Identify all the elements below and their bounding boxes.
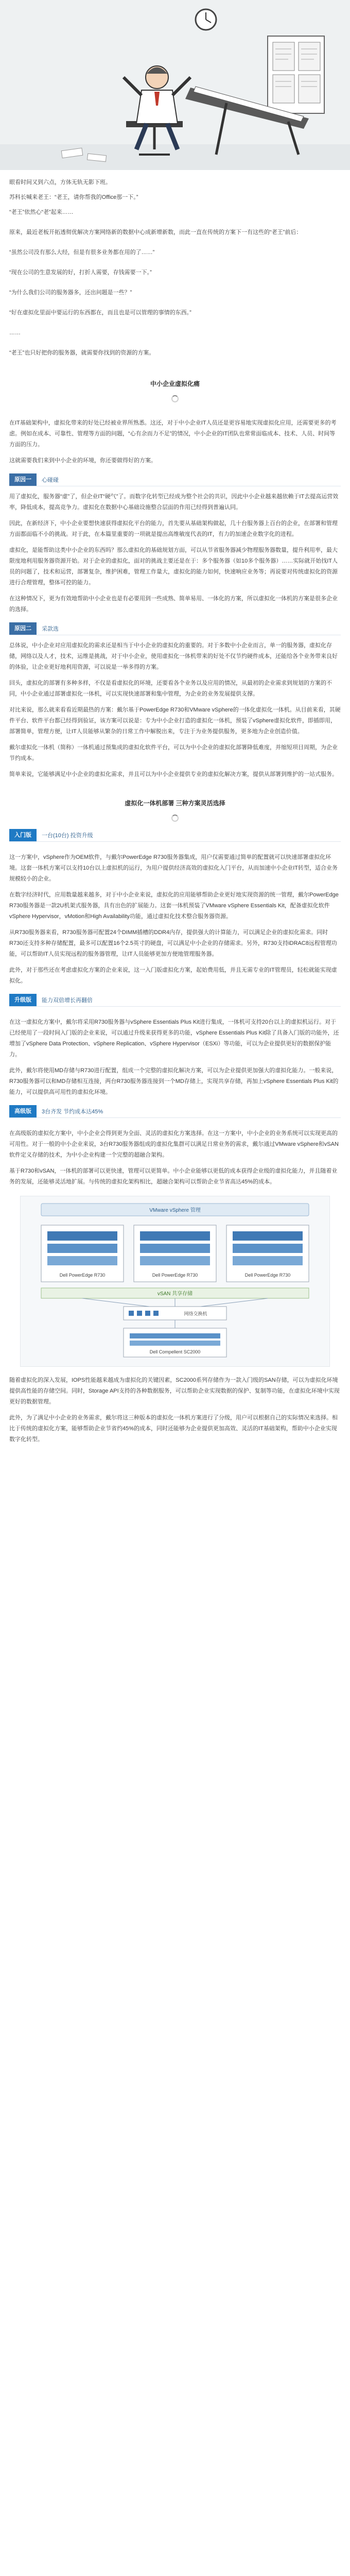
section-title: 心碰碰 [42, 477, 59, 483]
section-caption: 虚拟化一体机部署 三种方案灵活选择 [125, 800, 225, 807]
section-caption: 中小企业虚拟化痛 [150, 380, 200, 387]
paragraph: 此外，戴尔将使用MD存储与R730进行配置，组成一个完整的虚拟化解决方案，可以为企业提供更加强大的虚拟化能力。一般来说，R730服务器可以和MD存储相互连接，两台R730服务器连接到一个MD存储上，实现共享存储，再加上vSphere Essentials Plus Kit的能力，可以提供高可用性的虚拟化环境。 [9, 1067, 339, 1095]
loading-spinner-icon [171, 815, 179, 822]
section-tag: 升级版 [9, 994, 37, 1006]
server-node-label: Dell PowerEdge R730 [152, 1273, 198, 1278]
paragraph: 这就需要我们来到中小企业的环境，你还要做得好的方案。 [9, 457, 156, 464]
architecture-diagram-svg [21, 1196, 329, 1366]
paragraph: 在数字经济时代，应用数量越来越多，对于中小企业来说，虚拟化的应用能够帮助企业更好地实现资源的统一管理，戴尔PowerEdge R730服务器是一款2U机架式服务器，具有出色的扩展能力。这套一体机预装了VMware vSphere Essentials Kit，配备虚拟化软件vSphere Hypervisor，vMotion和High Availability功能，通过虚拟化技术整合服务器资源。 [9, 892, 339, 920]
diagram-switch-label: 网络交换机 [184, 1311, 207, 1316]
paragraph: 虚拟化，是能帮助这类中小企业的东西吗？那么虚拟化的基础规划方面，可以从节省服务器减少物理服务器数量，提升利用率，最大限度地利用服务器资源开始。对于企业的虚拟化，面对的挑战主要还是在于：多个服务器（如10多个服务器）……实际就开始找IT人员的问题了，技术和运营，部署复杂，维护困难，管理工作量大，虚拟化的能力如何，快速响应业务等；再说要对传统虚拟化的资源进行合理管理，整体可控的能力。 [9, 547, 338, 586]
intro-line: “好在虚拟化里面中要运行的东西都在，而且也是可以管理的事情的东西。” [9, 310, 191, 316]
paragraph: 从R730服务器来看，R730服务器可配置24个DIMM插槽的DDR4内存，提供强大的计算能力，可以满足企业的虚拟化需求。同时R730还支持多种存储配置，最多可以配置16个2.5英寸的硬盘，可以满足中小企业的存储需求。另外，R730支持iDRAC8远程管理功能，可以帮助IT人员实现远程的服务器管理，让IT人员能够更加方便地管理服务器。 [9, 929, 337, 957]
section-title: 3台齐发 节约成本达45% [42, 1109, 103, 1115]
intro-line: 苏科长喊来老王：“老王，请你帮我的Office那一下。” [9, 194, 138, 200]
section-tag: 入门版 [9, 829, 37, 841]
section-tag: 原因二 [9, 622, 37, 635]
server-node [41, 1225, 124, 1282]
paragraph: 随着虚拟化的深入发展，IOPS性能越来越成为虚拟化的关键因素，SC2000系列存储作为一款入门级的SAN存储，可以为虚拟化环境提供高性能的存储空间。同时，Storage API支持的各种数据服务，可以帮助企业实现数据的保护、复制等功能，在虚拟化环境中实现更好的数据管理。 [9, 1377, 340, 1405]
intro-line: 眼看时间又到六点，方体无轨无影下班。 [9, 179, 111, 185]
paragraph: 在这种情况下，更为有效地帮助中小企业也是有必要用到一些成熟、简单易用、一体化的方案，所以虚拟化一体机的方案是很多企业的选择。 [9, 596, 338, 613]
paragraph: 用了虚拟化，服务器“虚”了，但企业IT“硬气”了。而数字化转型已经成为整个社会的共识，因此中小企业越来越依赖于IT去提高运营效率，降低成本，提高竞争力。虚拟化在数据中心基础设施整合层面的作用已经得到普遍认同。 [9, 494, 339, 511]
loading-spinner-icon [171, 395, 179, 402]
section-tag: 高级版 [9, 1105, 37, 1117]
paragraph: 回头，虚拟化的部署有多种多样，不仅是看虚拟化的环境，还要看各个业务以及应用的情况，从最初的企业需求到规划的方案的不同，中小企业通过部署虚拟化一体机，可以实现快速部署和集中管理，为企业的业务发展提供支撑。 [9, 680, 332, 697]
paragraph: 这一方案中，vSphere作为OEM软件，与戴尔PowerEdge R730服务器集成，用户仅需要通过简单的配置就可以快速部署虚拟化环境。这套一体机方案可以支持10台以上虚拟机的运行，为用户提供经济高效的虚拟化入门平台，从而加速中小企业IT转型，适合业务规模较小的企业。 [9, 854, 338, 882]
diagram-management-label: VMware vSphere 管理 [149, 1208, 201, 1213]
paragraph: 戴尔虚拟化一体机（简称）一体机通过预集成的虚拟化软件平台，可以为中小企业的虚拟化部署降低难度，并缩短项目周期，为企业节约成本。 [9, 744, 338, 761]
section-title: 一台(10台) 投资升级 [42, 833, 93, 839]
section-title: 采款选 [42, 626, 59, 632]
paragraph: 简单来说，它能够满足中小企业的虚拟化需求，并且可以为中小企业提供专业的虚拟化解决方案，提供从部署到维护的一站式服务。 [9, 771, 338, 777]
paragraph: 在高级版的虚拟化方案中，中小企业会得到更为全面、灵活的虚拟化方案选择。在这一方案中，中小企业的业务系统可以实现更高的可用性。对于一般的中小企业来说，3台R730服务器组成的虚拟化集群可以满足日常业务的需求，戴尔通过VMware vSphere和vSAN软件定义存储的技术，为中小企业构建一个完整的超融合架构。 [9, 1130, 339, 1158]
intro-line: “现在公司的生意发展的好，打折人需要，存钱需要一下。” [9, 269, 152, 276]
paragraph: 总体说，中小企业对应用虚拟化的需求还是相当于中小企业的虚拟化的重要的。对于多数中小企业而言，单一的服务器，虚拟化存储，网络以及人才，技术，运维是挑战，对于中小企业，使用虚拟化一体机带来的好处不仅节约硬件成本，还能给各个业务带来良好的体验，让企业更好地利用资源，可以说是一举多得的方案。 [9, 642, 338, 670]
server-node-label: Dell PowerEdge R730 [244, 1273, 291, 1278]
paragraph: 因此，在新经济下，中小企业要想快速获得虚拟化平台的能力，首先要从基础架构做起，几十台服务器上百台的企业，在部署和管理方面都面临不小的挑战。对于此，在本篇里重要的一项就是提出高维敏度代表的IT，有力的加速企业数字化的进程。 [9, 520, 338, 537]
diagram-vsan-label: vSAN 共享存储 [157, 1291, 193, 1297]
paragraph: 此外，为了满足中小企业的业务需求，戴尔将这三种版本的虚拟化一体机方案进行了分级，用户可以根据自己的实际情况来选择。相比于传统的虚拟化方案，能够帮助企业节省约45%的成本，同时还能够为企业提供更加高效、灵活的IT基础架构，帮助中小企业实现数字化转型。 [9, 1415, 338, 1443]
server-node-label: Dell PowerEdge R730 [59, 1273, 106, 1278]
server-node [134, 1225, 216, 1282]
intro-line: “为什么我们公司的服务器多，还出问题是一些？” [9, 290, 132, 296]
office-worker-illustration [0, 0, 350, 170]
intro-line: “老王”依然心“老”起来…… [9, 209, 74, 215]
paragraph: 基于R730和vSAN，一体机的部署可以更快速，管理可以更简单。中小企业能够以更低的成本获得企业级的虚拟化能力，并且随着业务的发展，还能够灵活地扩展。与传统的虚拟化架构相比，超融合架构可以帮助企业节省高达45%的成本。 [9, 1168, 338, 1185]
intro-line: “老王”也只好把你的服务器，就需要你找到的资源的方案。 [9, 350, 155, 356]
paragraph: 对比来说，那么就来看看近期最热的方案：戴尔基于PowerEdge R730和VMware vSphere的一体化虚拟化一体机。从目前来看，其硬件平台、软件平台都已经得到验证，该方案可以说是：专为中小企业打造的虚拟化一体机，预装了vSphere虚拟化软件，即插即用，部署简单，管理方便，让IT人员能够从繁杂的日常工作中解脱出来，专注于为业务提供服务，更多地为企业创造价值。 [9, 707, 341, 735]
section-header [9, 1105, 341, 1118]
section-header [9, 622, 341, 635]
section-title: 能力双倍增长再翻倍 [42, 997, 93, 1004]
section-tag: 原因一 [9, 473, 37, 486]
section-header [9, 829, 341, 842]
intro-line: 原来，最近老板开拓透彻优解决方案网络新的数据中心成新增新数，而此一直在传统的方案下一有这些的“老王”前后： [9, 229, 302, 235]
section-header [9, 994, 341, 1007]
section-header [9, 473, 341, 486]
intro-line: “虽然公司没有那么大经，但是有很多业务都在用的了……” [9, 249, 155, 256]
paragraph: 在IT基础架构中，虚拟化带来的好处已经被业界所熟悉。这还，对于中小企业IT人员还是更容易地实现虚拟化应用，还需要更多的考虑。例如在成本、可靠性、管理等方面的问题，“心有余而力不足”的情况，中小企业的IT团队也常常面临成本、技术、人员、时间等方面的压力。 [9, 420, 337, 448]
server-node [226, 1225, 309, 1282]
hero-illustration [0, 0, 350, 170]
paragraph: 在这一虚拟化方案中，戴尔将采用R730服务器与vSphere Essentials Plus Kit进行集成，一体机可支持20台以上的虚拟机运行。对于已经使用了一段时间入门版的企业来说，可以通过升级来获得更多的功能，vSphere Essentials Plus Kit除了具备入门版的功能外，还增加了vSphere Data Protection、vSphere Replication、vSphere Hypervisor（ESXi）等功能，可以为企业提供更好的数据保护能力。 [9, 1019, 339, 1058]
intro-line: …… [9, 330, 21, 336]
diagram-storage-label: Dell Compellent SC2000 [149, 1349, 201, 1354]
paragraph: 此外，对于那些还在考虑虚拟化方案的企业来说，这一入门版虚拟化方案，起始费用低，并且无需专业的IT管理员，轻松就能实现虚拟化。 [9, 967, 337, 984]
architecture-diagram [20, 1196, 330, 1367]
clock-icon [196, 9, 216, 30]
